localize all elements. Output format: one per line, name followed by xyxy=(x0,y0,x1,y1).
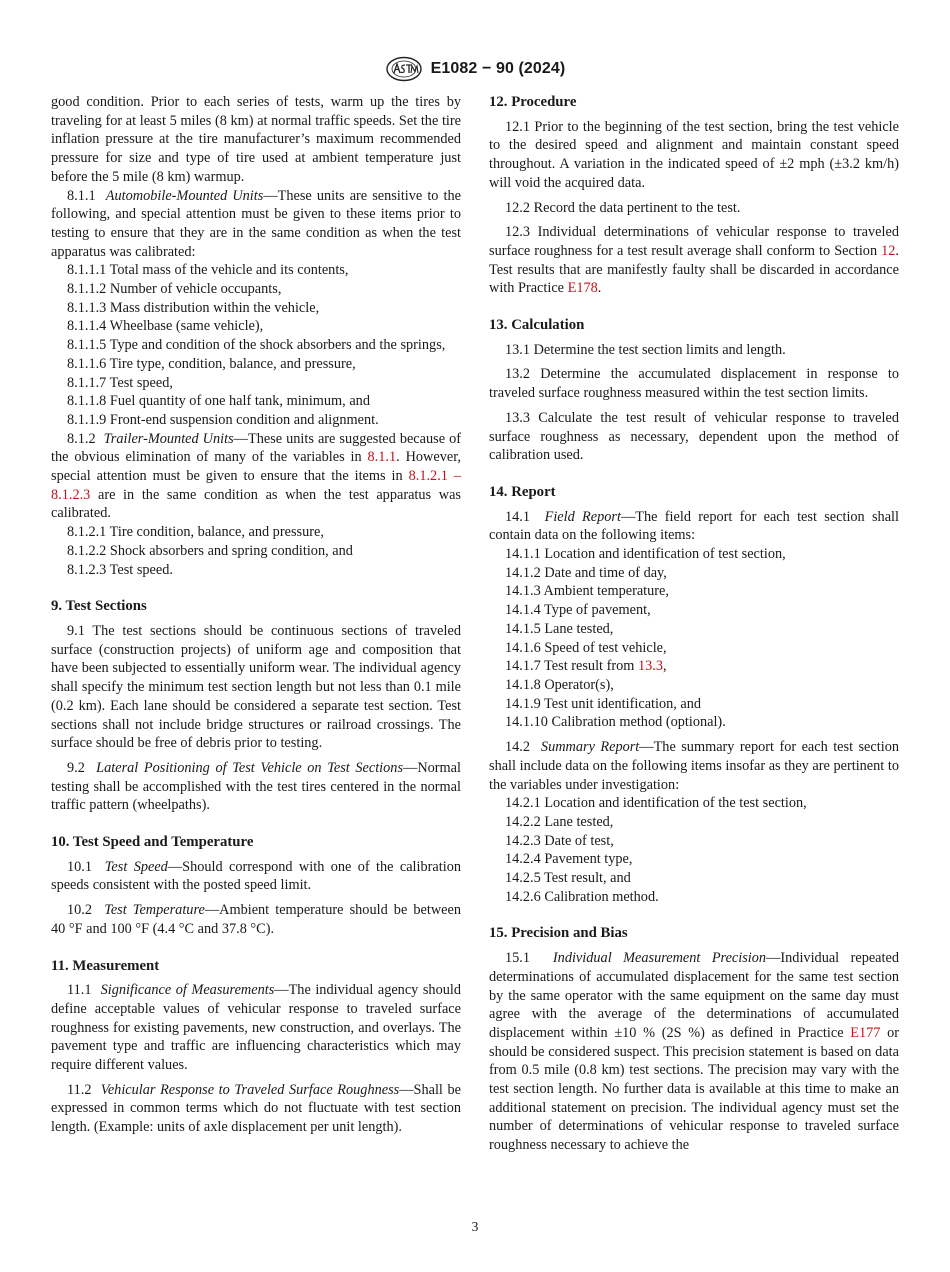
paragraph-10-1: 10.1 Test Speed—Should correspond with one of the calibration speeds consistent with the posted speed limit. xyxy=(51,858,462,894)
list-item: 8.1.1.6 Tire type, condition, balance, and pressure, xyxy=(67,355,356,372)
list-item: 14.1.10 Calibration method (optional). xyxy=(505,714,726,731)
list-item: 14.2.4 Pavement type, xyxy=(505,851,633,868)
paragraph-12-2: 12.2 Record the data pertinent to the test. xyxy=(505,199,741,216)
list-item: 8.1.1.4 Wheelbase (same vehicle), xyxy=(67,318,264,335)
list-item: 14.2.5 Test result, and xyxy=(505,870,631,887)
list-item: 8.1.2.2 Shock absorbers and spring condition, and xyxy=(67,542,353,559)
section-heading: 10. Test Speed and Temperature xyxy=(51,834,254,851)
paragraph-14-1: 14.1 Field Report—The field report for each test section shall contain data on the following items: xyxy=(489,508,899,544)
cross-reference-link[interactable]: 13.3 xyxy=(637,658,663,675)
paragraph-8-1-1: 8.1.1 Automobile-Mounted Units—These units are sensitive to the following, and special attention must be given to these items prior to testing to ensure that they are in the same condition as when the test apparatus was calibrated: xyxy=(51,187,461,260)
paragraph-9-1: 9.1 The test sections should be continuous sections of traveled surface (construction projects) of uniform age and composition that have been subjected to essentially uniform wear. The individual agency shall specify the minimum test section length but not less than 0.1 mile (0.2 km). Each lane should be considered a separate test section. Test sections shall not include bridge structures or railroad crossings. The surface should be free of debris prior to testing. xyxy=(51,622,461,752)
list-item: 8.1.1.7 Test speed, xyxy=(67,374,173,391)
right-column xyxy=(489,93,899,1155)
section-heading: 12. Procedure xyxy=(489,94,577,110)
cross-reference-link[interactable]: E177 xyxy=(850,1024,881,1041)
list-item: 8.1.1.8 Fuel quantity of one half tank, minimum, and xyxy=(67,393,370,410)
paragraph-10-2: 10.2 Test Temperature—Ambient temperature should be between 40 °F and 100 °F (4.4 °C and 37.8 °C). xyxy=(51,902,462,937)
continued-paragraph: good condition. Prior to each series of tests, warm up the tires by traveling for at least 5 miles (8 km) at normal traffic speeds. Set the tire inflation pressure at the tire manufacturer’s maximum recommended pressure for size and type of tire used at ambient temperature just before the 5 mile (8 km) warmup. xyxy=(51,94,461,185)
list-item: 8.1.1.1 Total mass of the vehicle and its contents, xyxy=(67,262,349,279)
paragraph-9-2: 9.2 Lateral Positioning of Test Vehicle on Test Sections—Normal testing shall be accomplished with the test tires centered in the normal traffic pattern (wheelpaths). xyxy=(51,759,461,814)
list-item: 14.1.8 Operator(s), xyxy=(505,676,614,693)
cross-reference-link[interactable]: 12 xyxy=(881,242,896,259)
section-heading: 9. Test Sections xyxy=(51,598,147,615)
section-heading: 14. Report xyxy=(489,483,556,500)
paragraph-11-1: 11.1 Significance of Measurements—The individual agency should define acceptable values of vehicular response to traveled surface roughness for existing pavements, new construction, and overlays. The pavement type and traffic are influencing characteristics which may require different values. xyxy=(51,982,461,1074)
cross-reference-link[interactable]: 8.1.2.1 – 8.1.2.3 xyxy=(51,468,462,503)
list-item: 14.1.2 Date and time of day, xyxy=(505,564,667,581)
list-item: 14.2.2 Lane tested, xyxy=(505,813,614,830)
list-item: 14.2.3 Date of test, xyxy=(505,832,614,849)
paragraph-13-1: 13.1 Determine the test section limits and length. xyxy=(505,341,786,358)
document-designation: E1082 − 90 (2024) xyxy=(430,60,566,77)
list-item: 8.1.1.9 Front-end suspension condition and alignment. xyxy=(67,411,379,428)
list-item: 14.2.6 Calibration method. xyxy=(505,888,659,905)
cross-reference-link[interactable]: 8.1.1 xyxy=(367,449,397,466)
paragraph-12-1: 12.1 Prior to the beginning of the test section, bring the test vehicle to the desired speed and alignment and maintain constant speed throughout. A variation in the indicated speed of ±2 mph (±3.2 km/h) will void the acquired data. xyxy=(489,118,899,191)
left-column xyxy=(51,93,461,1137)
list-item: 14.1.1 Location and identification of test section, xyxy=(505,546,786,563)
page-header xyxy=(0,56,950,82)
list-item: 8.1.2.1 Tire condition, balance, and pressure, xyxy=(67,524,324,541)
page-number: 3 xyxy=(471,1219,479,1234)
paragraph-14-2: 14.2 Summary Report—The summary report for each test section shall include data on the following items insofar as they are pertinent to the variables under investigation: xyxy=(489,739,899,793)
list-item: 14.1.6 Speed of test vehicle, xyxy=(505,639,667,656)
cross-reference-link[interactable]: E178 xyxy=(567,280,598,297)
list-item: 14.2.1 Location and identification of the test section, xyxy=(505,795,807,812)
list-item: 14.1.5 Lane tested, xyxy=(505,620,614,637)
paragraph-15-1: 15.1 Individual Measurement Precision—Individual repeated determinations of accumulated displacement for the same test section by the same operator with the same equipment on the same day must agree with the average of the determinations of accumulated displacement within ±10 % (2S %) as defined in Practice E177 or should be considered suspect. This precision statement is based on data from 0.5 mile (0.8 km) test sections. The precision may vary with the test section length. No further data is available at this time to make an additional statement on precision. The individual agency must set the number of determinations of vehicular response to traveled surface roughness necessary to achieve the xyxy=(489,950,900,1154)
list-item: 14.1.9 Test unit identification, and xyxy=(505,695,702,712)
list-item: 8.1.1.5 Type and condition of the shock absorbers and the springs, xyxy=(67,337,446,354)
section-heading: 15. Precision and Bias xyxy=(489,925,628,942)
section-heading: 11. Measurement xyxy=(51,957,160,974)
list-item: 8.1.1.2 Number of vehicle occupants, xyxy=(67,281,282,298)
astm-logo-icon xyxy=(385,56,423,82)
list-item: 14.1.3 Ambient temperature, xyxy=(505,583,669,600)
paragraph-11-2: 11.2 Vehicular Response to Traveled Surface Roughness—Shall be expressed in common terms which do not fluctuate with test section length. (Example: units of axle displacement per unit length). xyxy=(51,1081,461,1136)
section-heading: 13. Calculation xyxy=(489,317,585,334)
list-item: 14.1.7 Test result from 13.3, xyxy=(505,658,667,675)
list-item: 8.1.1.3 Mass distribution within the vehicle, xyxy=(67,299,320,316)
paragraph-13-3: 13.3 Calculate the test result of vehicular response to traveled surface roughness as necessary, dependent upon the method of calibration used. xyxy=(489,409,899,464)
paragraph-13-2: 13.2 Determine the accumulated displacement in response to traveled surface roughness measured within the test section limits. xyxy=(489,366,899,402)
paragraph-12-3: 12.3 Individual determinations of vehicular response to traveled surface roughness for a test result average shall conform to Section 12. Test results that are manifestly faulty shall be discarded in accordance with Practice E178. xyxy=(489,224,899,297)
list-item: 14.1.4 Type of pavement, xyxy=(505,602,651,619)
paragraph-8-1-2: 8.1.2 Trailer-Mounted Units—These units are suggested because of the obvious elimination of many of the variables in 8.1.1. However, special attention must be given to ensure that the items in 8.1.2.1 – 8.1.2.3 are in the same condition as when the test apparatus was calibrated. xyxy=(51,430,462,522)
list-item: 8.1.2.3 Test speed. xyxy=(67,561,173,578)
